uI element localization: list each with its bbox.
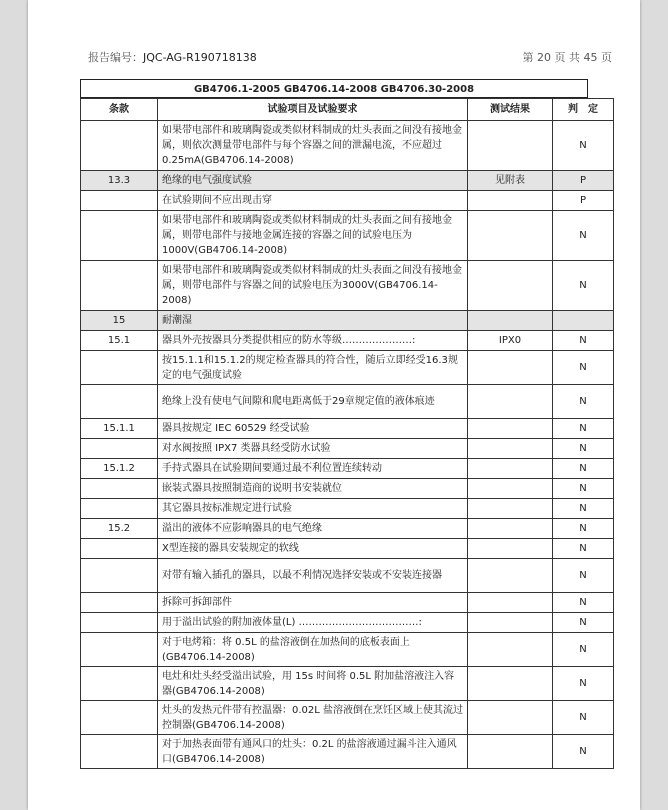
clause-cell [81, 593, 158, 613]
table-row [81, 633, 614, 667]
verdict-cell: N [553, 419, 614, 439]
verdict-cell: N [553, 479, 614, 499]
col-requirement-header: 试验项目及试验要求 [158, 99, 468, 121]
result-cell [468, 667, 553, 701]
table-row [81, 519, 614, 539]
result-cell [468, 633, 553, 667]
table-row [81, 439, 614, 459]
result-cell: IPX0 [468, 331, 553, 351]
result-cell [468, 211, 553, 261]
table-row [81, 701, 614, 735]
result-cell [468, 735, 553, 769]
table-row [81, 261, 614, 311]
result-cell [468, 419, 553, 439]
clause-cell [81, 439, 158, 459]
col-result-header: 测试结果 [468, 99, 553, 121]
requirement-cell: 用于溢出试验的附加液体量(L) ………………………………: [158, 613, 468, 633]
table-row [81, 499, 614, 519]
requirement-cell: 绝缘的电气强度试验 [158, 171, 468, 191]
requirement-cell: X型连接的器具安装规定的软线 [158, 539, 468, 559]
table-row [81, 613, 614, 633]
verdict-cell [553, 311, 614, 331]
table-row [81, 191, 614, 211]
result-cell [468, 539, 553, 559]
verdict-cell: N [553, 499, 614, 519]
clause-cell: 15.1 [81, 331, 158, 351]
clause-cell: 13.3 [81, 171, 158, 191]
requirement-cell: 按15.1.1和15.1.2的规定检查器具的符合性，随后立即经受16.3规定的电气强度试验 [158, 351, 468, 385]
requirement-cell: 如果带电部件和玻璃陶瓷或类似材料制成的灶头表面之间没有接地金属，则依次测量带电部件与每个容器之间的泄漏电流，不应超过0.25mA(GB4706.14-2008) [158, 121, 468, 171]
clause-cell: 15 [81, 311, 158, 331]
result-cell [468, 613, 553, 633]
verdict-cell: N [553, 519, 614, 539]
requirement-cell: 如果带电部件和玻璃陶瓷或类似材料制成的灶头表面之间没有接地金属，则带电部件与容器之间的试验电压为3000V(GB4706.14-2008) [158, 261, 468, 311]
result-cell [468, 351, 553, 385]
requirement-cell: 溢出的液体不应影响器具的电气绝缘 [158, 519, 468, 539]
requirement-cell: 耐潮湿 [158, 311, 468, 331]
clause-cell [81, 539, 158, 559]
requirement-cell: 绝缘上没有使电气间隙和爬电距离低于29章规定值的液体痕迹 [158, 385, 468, 419]
result-cell [468, 121, 553, 171]
verdict-cell: N [553, 331, 614, 351]
requirement-cell: 对于电烤箱：将 0.5L 的盐溶液倒在加热间的底板表面上(GB4706.14-2008) [158, 633, 468, 667]
report-number-label: 报告编号： [88, 51, 143, 64]
clause-cell [81, 613, 158, 633]
table-row [81, 211, 614, 261]
col-clause-header: 条款 [81, 99, 158, 121]
verdict-cell: N [553, 261, 614, 311]
verdict-cell: N [553, 459, 614, 479]
page-info: 第 20 页 共 45 页 [522, 51, 612, 64]
table-row [81, 593, 614, 613]
result-cell [468, 311, 553, 331]
table-row [81, 331, 614, 351]
result-cell [468, 439, 553, 459]
clause-cell [81, 559, 158, 593]
verdict-cell: N [553, 593, 614, 613]
verdict-cell: N [553, 667, 614, 701]
clause-cell [81, 479, 158, 499]
verdict-cell: N [553, 351, 614, 385]
requirement-cell: 器具外壳按器具分类提供相应的防水等级…………………: [158, 331, 468, 351]
clause-cell [81, 261, 158, 311]
requirement-cell: 其它器具按标准规定进行试验 [158, 499, 468, 519]
clause-cell [81, 735, 158, 769]
requirement-cell: 灶头的发热元件带有控温器：0.02L 盐溶液倒在烹饪区域上使其流过控制器(GB4706.14-2008) [158, 701, 468, 735]
requirement-cell: 对于加热表面带有通风口的灶头：0.2L 的盐溶液通过漏斗注入通风口(GB4706.14-2008) [158, 735, 468, 769]
clause-cell [81, 351, 158, 385]
requirement-cell: 嵌装式器具按照制造商的说明书安装就位 [158, 479, 468, 499]
clause-cell [81, 121, 158, 171]
clause-cell: 15.1.1 [81, 419, 158, 439]
clause-cell [81, 499, 158, 519]
requirement-cell: 拆除可拆卸部件 [158, 593, 468, 613]
table-row [81, 479, 614, 499]
result-cell [468, 191, 553, 211]
verdict-cell: N [553, 121, 614, 171]
test-table [80, 98, 614, 769]
table-row [81, 667, 614, 701]
verdict-cell: N [553, 211, 614, 261]
table-row [81, 735, 614, 769]
standard-title: GB4706.1-2005 GB4706.14-2008 GB4706.30-2008 [80, 79, 588, 98]
requirement-cell: 手持式器具在试验期间要通过最不利位置连续转动 [158, 459, 468, 479]
requirement-cell: 电灶和灶头经受溢出试验，用 15s 时间将 0.5L 附加盐溶液注入容器(GB4706.14-2008) [158, 667, 468, 701]
col-verdict-header: 判 定 [553, 99, 614, 121]
table-row [81, 385, 614, 419]
verdict-cell: N [553, 735, 614, 769]
requirement-cell: 在试验期间不应出现击穿 [158, 191, 468, 211]
table-row [81, 459, 614, 479]
result-cell [468, 459, 553, 479]
requirement-cell: 对水阀按照 IPX7 类器具经受防水试验 [158, 439, 468, 459]
table-row [81, 171, 614, 191]
requirement-cell: 对带有输入插孔的器具，以最不利情况选择安装或不安装连接器 [158, 559, 468, 593]
result-cell [468, 479, 553, 499]
result-cell [468, 499, 553, 519]
report-number: JQC-AG-R190718138 [143, 51, 257, 64]
clause-cell: 15.2 [81, 519, 158, 539]
result-cell: 见附表 [468, 171, 553, 191]
table-row [81, 559, 614, 593]
verdict-cell: N [553, 385, 614, 419]
clause-cell [81, 633, 158, 667]
result-cell [468, 519, 553, 539]
table-header-row [81, 99, 614, 121]
result-cell [468, 559, 553, 593]
verdict-cell: N [553, 559, 614, 593]
table-row [81, 419, 614, 439]
verdict-cell: N [553, 613, 614, 633]
requirement-cell: 器具按规定 IEC 60529 经受试验 [158, 419, 468, 439]
table-row [81, 311, 614, 331]
clause-cell [81, 385, 158, 419]
requirement-cell: 如果带电部件和玻璃陶瓷或类似材料制成的灶头表面之间有接地金属，则带电部件与接地金属连接的容器之间的试验电压为1000V(GB4706.14-2008) [158, 211, 468, 261]
clause-cell: 15.1.2 [81, 459, 158, 479]
verdict-cell: N [553, 701, 614, 735]
verdict-cell: P [553, 191, 614, 211]
verdict-cell: N [553, 539, 614, 559]
report-number-header [88, 49, 257, 65]
verdict-cell: N [553, 633, 614, 667]
verdict-cell: P [553, 171, 614, 191]
result-cell [468, 701, 553, 735]
table-row [81, 121, 614, 171]
clause-cell [81, 211, 158, 261]
table-row [81, 539, 614, 559]
clause-cell [81, 191, 158, 211]
table-row [81, 351, 614, 385]
clause-cell [81, 701, 158, 735]
clause-cell [81, 667, 158, 701]
verdict-cell: N [553, 439, 614, 459]
result-cell [468, 261, 553, 311]
result-cell [468, 385, 553, 419]
result-cell [468, 593, 553, 613]
